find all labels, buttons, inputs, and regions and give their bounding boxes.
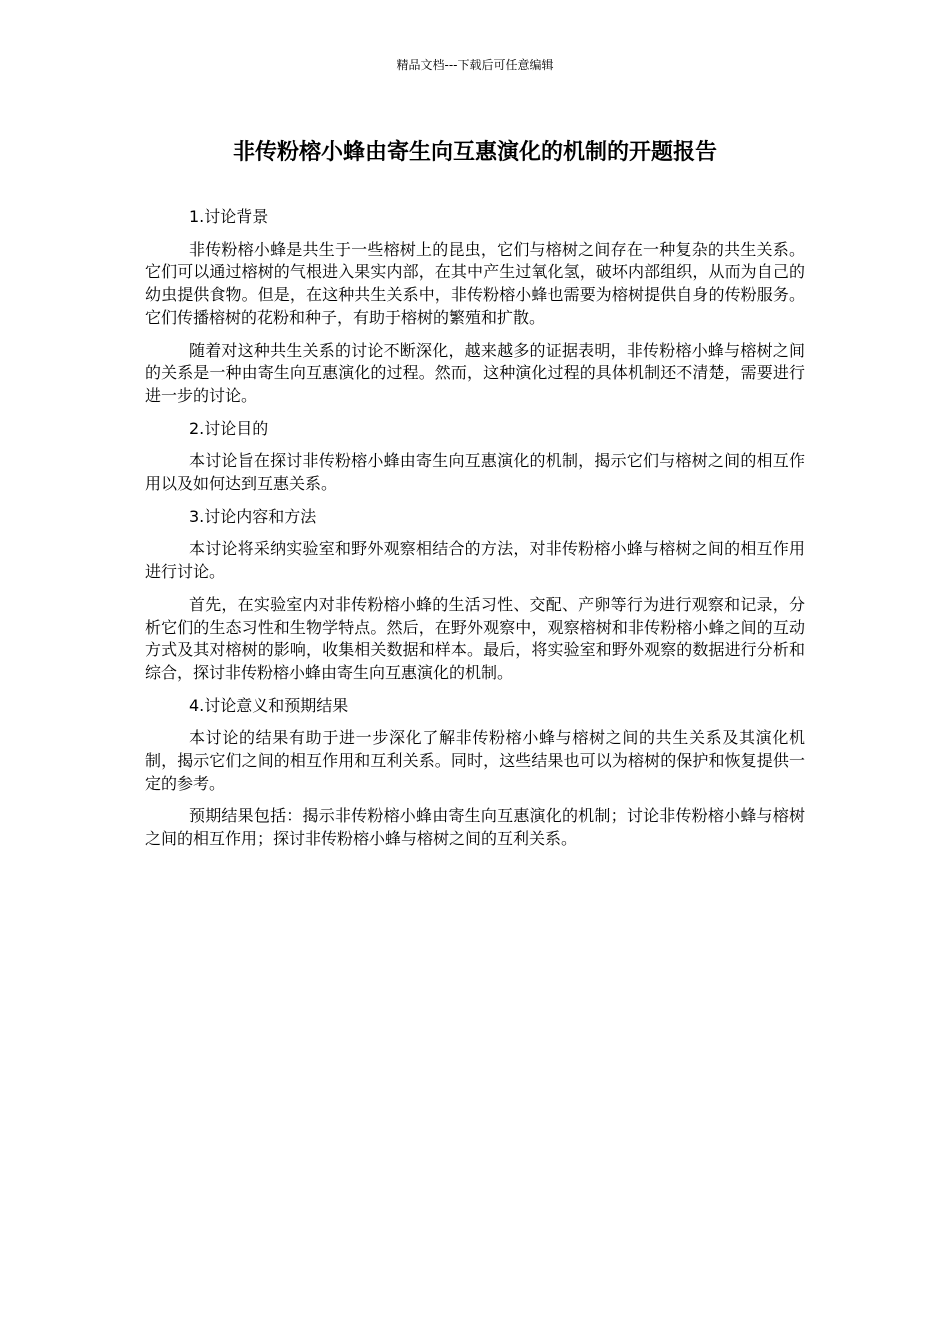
paragraph: 首先，在实验室内对非传粉榕小蜂的生活习性、交配、产卵等行为进行观察和记录，分析它们的生态习性和生物学特点。然后，在野外观察中，观察榕树和非传粉榕小蜂之间的互动方式及其对榕树的影响，收集相关数据和样本。最后，将实验室和野外观察的数据进行分析和综合，探讨非传粉榕小蜂由寄生向互惠演化的机制。 [145,594,805,682]
paragraph: 预期结果包括：揭示非传粉榕小蜂由寄生向互惠演化的机制；讨论非传粉榕小蜂与榕树之间的相互作用；探讨非传粉榕小蜂与榕树之间的互利关系。 [145,806,805,849]
document-title: 非传粉榕小蜂由寄生向互惠演化的机制的开题报告 [232,140,717,165]
section-heading: 2.讨论目的 [189,418,269,438]
section-background [145,206,805,408]
section-significance-results [145,695,805,851]
paragraph: 本讨论将采纳实验室和野外观察相结合的方法，对非传粉榕小蜂与榕树之间的相互作用进行讨论。 [145,539,805,582]
section-content-methods [145,506,805,685]
paragraph: 随着对这种共生关系的讨论不断深化，越来越多的证据表明，非传粉榕小蜂与榕树之间的关系是一种由寄生向互惠演化的过程。然而，这种演化过程的具体机制还不清楚，需要进行进一步的讨论。 [145,340,805,405]
section-purpose [145,418,805,496]
section-heading: 4.讨论意义和预期结果 [189,695,349,715]
document-body [145,206,805,861]
paragraph: 非传粉榕小蜂是共生于一些榕树上的昆虫，它们与榕树之间存在一种复杂的共生关系。它们可以通过榕树的气根进入果实内部，在其中产生过氧化氢，破坏内部组织，从而为自己的幼虫提供食物。但是，在这种共生关系中，非传粉榕小蜂也需要为榕树提供自身的传粉服务。它们传播榕树的花粉和种子，有助于榕树的繁殖和扩散。 [145,239,805,327]
paragraph: 本讨论旨在探讨非传粉榕小蜂由寄生向互惠演化的机制，揭示它们与榕树之间的相互作用以及如何达到互惠关系。 [145,451,805,494]
paragraph: 本讨论的结果有助于进一步深化了解非传粉榕小蜂与榕树之间的共生关系及其演化机制，揭示它们之间的相互作用和互利关系。同时，这些结果也可以为榕树的保护和恢复提供一定的参考。 [145,728,805,793]
section-heading: 3.讨论内容和方法 [189,506,317,526]
page-header: 精品文档---下载后可任意编辑 [396,58,554,72]
section-heading: 1.讨论背景 [189,207,269,226]
